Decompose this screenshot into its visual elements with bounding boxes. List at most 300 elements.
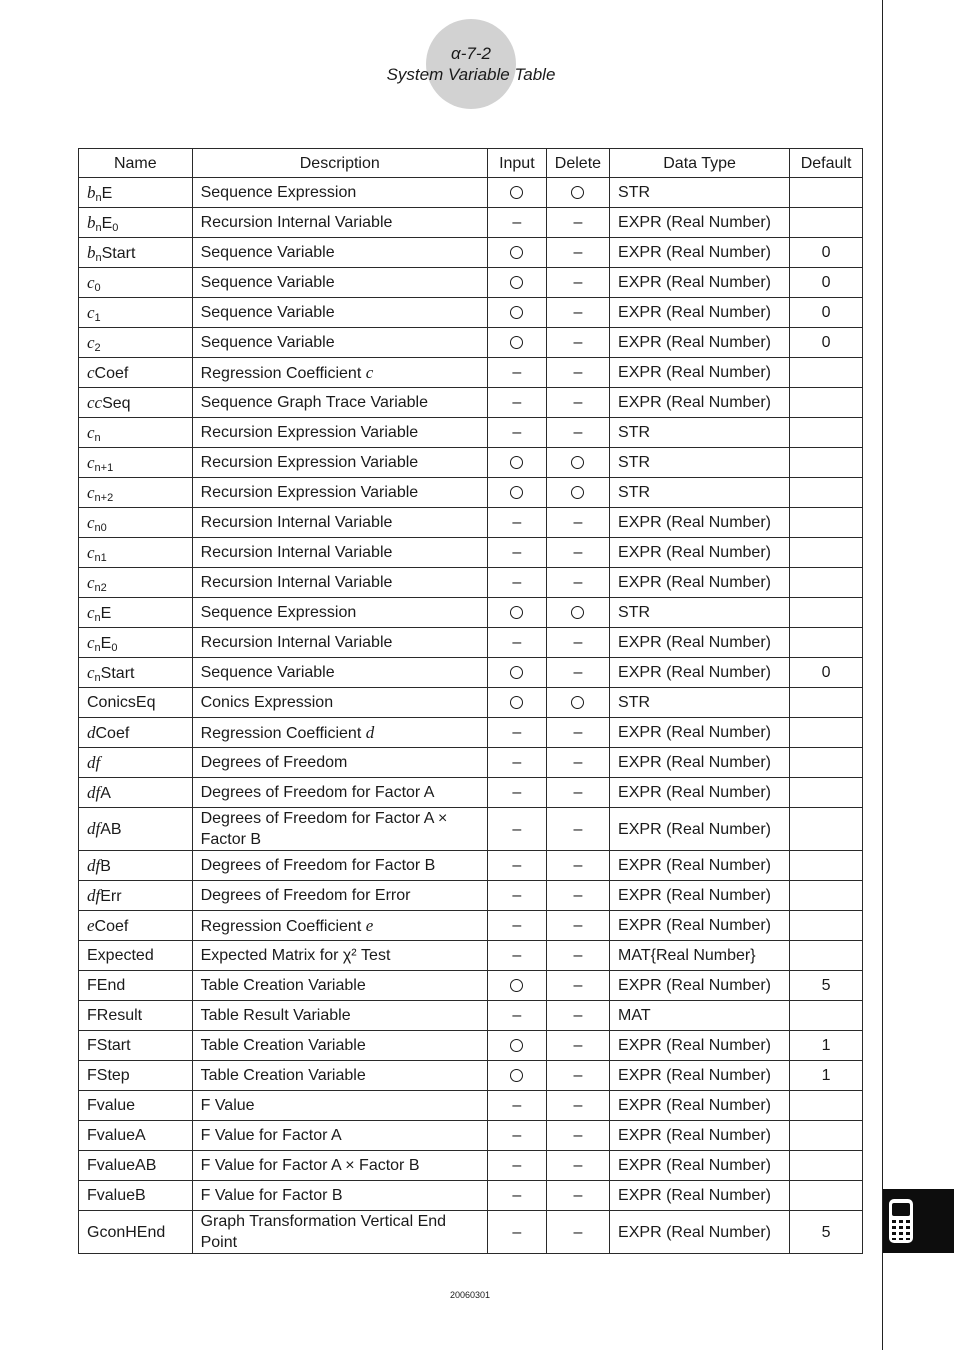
data-type-cell bbox=[610, 971, 790, 1001]
variable-name-cell bbox=[79, 508, 193, 538]
dash-mark: – bbox=[573, 1097, 583, 1114]
input-cell bbox=[487, 1151, 546, 1181]
variable-name-text: ConicsEq bbox=[87, 694, 156, 711]
delete-cell bbox=[546, 1061, 609, 1091]
chapter-tab[interactable] bbox=[883, 1189, 954, 1253]
dash-mark: – bbox=[512, 917, 522, 934]
table-body bbox=[79, 178, 863, 1254]
input-cell bbox=[487, 448, 546, 478]
circle-mark-icon bbox=[510, 336, 523, 349]
dash-mark: – bbox=[512, 394, 522, 411]
variable-italic-part: df bbox=[87, 819, 101, 838]
data-type-cell bbox=[610, 268, 790, 298]
variable-name-text: Coef bbox=[94, 364, 129, 382]
dash-mark: – bbox=[512, 947, 522, 964]
description-cell bbox=[192, 911, 487, 941]
data-type-text: MAT{Real Number} bbox=[618, 947, 756, 964]
variable-name-cell bbox=[79, 1151, 193, 1181]
description-cell bbox=[192, 718, 487, 748]
variable-name-cell bbox=[79, 808, 193, 851]
variable-name-cell bbox=[79, 418, 193, 448]
circle-mark-icon bbox=[510, 186, 523, 199]
data-type-cell bbox=[610, 298, 790, 328]
variable-subscript: n bbox=[94, 671, 101, 684]
description-text: Recursion Internal Variable bbox=[200, 514, 393, 531]
delete-cell bbox=[546, 688, 609, 718]
description-text: F Value bbox=[200, 1097, 255, 1114]
data-type-cell bbox=[610, 1121, 790, 1151]
dash-mark: – bbox=[512, 1187, 522, 1204]
default-cell bbox=[790, 658, 863, 688]
data-type-text: EXPR (Real Number) bbox=[618, 244, 771, 261]
variable-italic-part: b bbox=[87, 212, 96, 232]
delete-cell bbox=[546, 178, 609, 208]
data-type-text: EXPR (Real Number) bbox=[618, 1127, 771, 1144]
input-cell bbox=[487, 598, 546, 628]
description-text: Expected Matrix for χ² Test bbox=[200, 947, 391, 964]
description-text: Sequence Variable bbox=[200, 334, 335, 351]
dash-mark: – bbox=[573, 394, 583, 411]
table-row bbox=[79, 941, 863, 971]
data-type-cell bbox=[610, 178, 790, 208]
variable-name-cell bbox=[79, 208, 193, 238]
page-title: System Variable Table bbox=[386, 65, 556, 84]
variable-name-cell bbox=[79, 1211, 193, 1254]
input-cell bbox=[487, 881, 546, 911]
default-cell bbox=[790, 208, 863, 238]
data-type-cell bbox=[610, 881, 790, 911]
table-row bbox=[79, 388, 863, 418]
variable-name-text: FvalueB bbox=[87, 1187, 146, 1204]
description-cell bbox=[192, 298, 487, 328]
dash-mark: – bbox=[573, 364, 583, 381]
data-type-cell bbox=[610, 1151, 790, 1181]
dash-mark: – bbox=[573, 947, 583, 964]
circle-mark-icon bbox=[510, 306, 523, 319]
footer-code: 20060301 bbox=[449, 1290, 491, 1300]
description-text: Sequence Variable bbox=[200, 304, 335, 321]
input-cell bbox=[487, 748, 546, 778]
delete-cell bbox=[546, 268, 609, 298]
description-cell bbox=[192, 178, 487, 208]
variable-name-text: AB bbox=[100, 821, 122, 838]
default-cell bbox=[790, 388, 863, 418]
default-cell bbox=[790, 298, 863, 328]
dash-mark: – bbox=[512, 754, 522, 771]
description-text: Degrees of Freedom for Factor A bbox=[200, 784, 435, 801]
delete-cell bbox=[546, 941, 609, 971]
table-header-row bbox=[79, 149, 863, 178]
dash-mark: – bbox=[573, 274, 583, 291]
dash-mark: – bbox=[512, 1223, 522, 1241]
default-cell bbox=[790, 568, 863, 598]
description-cell bbox=[192, 971, 487, 1001]
variable-name-text: Coef bbox=[94, 917, 129, 935]
data-type-text: EXPR (Real Number) bbox=[618, 917, 771, 934]
description-cell bbox=[192, 1001, 487, 1031]
default-value: 1 bbox=[821, 1037, 831, 1054]
variable-italic-part: c bbox=[87, 422, 95, 442]
dash-mark: – bbox=[573, 754, 583, 771]
description-cell bbox=[192, 658, 487, 688]
table-row bbox=[79, 418, 863, 448]
description-text: Sequence Graph Trace Variable bbox=[200, 394, 428, 411]
description-text: Sequence Variable bbox=[200, 664, 335, 681]
delete-cell bbox=[546, 748, 609, 778]
default-cell bbox=[790, 448, 863, 478]
description-cell bbox=[192, 1151, 487, 1181]
default-cell bbox=[790, 1091, 863, 1121]
variable-subscript: n0 bbox=[94, 521, 107, 534]
variable-name-cell bbox=[79, 538, 193, 568]
variable-italic-part: c bbox=[87, 272, 95, 292]
table-row bbox=[79, 298, 863, 328]
description-text: Table Creation Variable bbox=[200, 1067, 366, 1084]
input-cell bbox=[487, 808, 546, 851]
variable-name-cell bbox=[79, 358, 193, 388]
variable-name-text: FStart bbox=[87, 1037, 131, 1054]
input-cell bbox=[487, 1211, 546, 1254]
variable-name-text: FResult bbox=[87, 1007, 143, 1024]
dash-mark: – bbox=[573, 334, 583, 351]
dash-mark: – bbox=[573, 1157, 583, 1174]
default-cell bbox=[790, 851, 863, 881]
dash-mark: – bbox=[573, 887, 583, 904]
data-type-text: EXPR (Real Number) bbox=[618, 514, 771, 531]
description-cell bbox=[192, 1031, 487, 1061]
input-cell bbox=[487, 538, 546, 568]
table-row bbox=[79, 1091, 863, 1121]
table-row bbox=[79, 778, 863, 808]
description-text: Recursion Expression Variable bbox=[200, 454, 419, 471]
table-row bbox=[79, 448, 863, 478]
table-row bbox=[79, 688, 863, 718]
variable-name-text: A bbox=[100, 784, 111, 802]
input-cell bbox=[487, 418, 546, 448]
dash-mark: – bbox=[573, 514, 583, 531]
dash-mark: – bbox=[573, 1037, 583, 1054]
default-cell bbox=[790, 328, 863, 358]
table-row bbox=[79, 238, 863, 268]
delete-cell bbox=[546, 658, 609, 688]
description-text: Recursion Expression Variable bbox=[200, 424, 419, 441]
variable-name-cell bbox=[79, 268, 193, 298]
description-cell bbox=[192, 418, 487, 448]
delete-cell bbox=[546, 538, 609, 568]
column-header-delete: Delete bbox=[546, 149, 609, 178]
default-cell bbox=[790, 778, 863, 808]
data-type-cell bbox=[610, 688, 790, 718]
dash-mark: – bbox=[573, 664, 583, 681]
data-type-cell bbox=[610, 328, 790, 358]
dash-mark: – bbox=[512, 424, 522, 441]
variable-name-text: Expected bbox=[87, 947, 154, 964]
data-type-text: EXPR (Real Number) bbox=[618, 1223, 771, 1241]
circle-mark-icon bbox=[510, 1069, 523, 1082]
variable-name-cell bbox=[79, 971, 193, 1001]
data-type-cell bbox=[610, 1061, 790, 1091]
input-cell bbox=[487, 778, 546, 808]
delete-cell bbox=[546, 1031, 609, 1061]
default-cell bbox=[790, 358, 863, 388]
variable-subscript: n+1 bbox=[94, 461, 114, 474]
table-row bbox=[79, 328, 863, 358]
description-cell bbox=[192, 808, 487, 851]
delete-cell bbox=[546, 911, 609, 941]
description-text: Degrees of Freedom for Factor A × Factor B bbox=[200, 810, 448, 848]
default-value: 0 bbox=[821, 334, 831, 351]
data-type-text: EXPR (Real Number) bbox=[618, 574, 771, 591]
dash-mark: – bbox=[573, 977, 583, 994]
table-row bbox=[79, 358, 863, 388]
table-row bbox=[79, 748, 863, 778]
description-text: Table Result Variable bbox=[200, 1007, 351, 1024]
variable-name-cell bbox=[79, 628, 193, 658]
description-text: Regression Coefficient bbox=[200, 917, 362, 935]
variable-name-cell bbox=[79, 598, 193, 628]
variable-name-text: E bbox=[100, 604, 112, 622]
variable-name-cell bbox=[79, 1001, 193, 1031]
variable-name-cell bbox=[79, 448, 193, 478]
variable-name-cell bbox=[79, 748, 193, 778]
default-cell bbox=[790, 178, 863, 208]
margin-rule bbox=[882, 0, 883, 1350]
dash-mark: – bbox=[512, 1157, 522, 1174]
table-row bbox=[79, 178, 863, 208]
variable-name-cell bbox=[79, 718, 193, 748]
page-number: α-7-2 bbox=[451, 44, 491, 63]
variable-name-cell bbox=[79, 298, 193, 328]
table-row bbox=[79, 1181, 863, 1211]
default-cell bbox=[790, 1151, 863, 1181]
input-cell bbox=[487, 328, 546, 358]
data-type-text: EXPR (Real Number) bbox=[618, 214, 771, 231]
description-text: F Value for Factor A bbox=[200, 1127, 342, 1144]
delete-cell bbox=[546, 1121, 609, 1151]
data-type-text: EXPR (Real Number) bbox=[618, 724, 771, 741]
description-text: Recursion Expression Variable bbox=[200, 484, 419, 501]
delete-cell bbox=[546, 568, 609, 598]
variable-name-cell bbox=[79, 778, 193, 808]
data-type-cell bbox=[610, 568, 790, 598]
variable-name-cell bbox=[79, 851, 193, 881]
variable-italic-part: c bbox=[87, 662, 95, 682]
dash-mark: – bbox=[512, 887, 522, 904]
description-text: Sequence Expression bbox=[200, 604, 357, 621]
table-row bbox=[79, 1121, 863, 1151]
variable-name-cell bbox=[79, 911, 193, 941]
data-type-text: STR bbox=[618, 454, 651, 471]
variable-name-text: FvalueA bbox=[87, 1127, 146, 1144]
table-row bbox=[79, 568, 863, 598]
default-cell bbox=[790, 688, 863, 718]
dash-mark: – bbox=[512, 1007, 522, 1024]
table-row bbox=[79, 628, 863, 658]
calculator-icon bbox=[887, 1197, 915, 1245]
dash-mark: – bbox=[573, 820, 583, 838]
circle-mark-icon bbox=[510, 696, 523, 709]
variable-subscript: 0 bbox=[94, 281, 101, 294]
description-cell bbox=[192, 538, 487, 568]
variable-italic-part: d bbox=[87, 722, 96, 742]
description-cell bbox=[192, 688, 487, 718]
variable-italic-part: e bbox=[87, 915, 95, 935]
description-cell bbox=[192, 628, 487, 658]
description-text: F Value for Factor A × Factor B bbox=[200, 1157, 420, 1174]
dash-mark: – bbox=[573, 724, 583, 741]
description-text: Degrees of Freedom for Factor B bbox=[200, 857, 436, 874]
data-type-text: EXPR (Real Number) bbox=[618, 887, 771, 904]
default-cell bbox=[790, 881, 863, 911]
variable-subscript: n bbox=[94, 431, 101, 444]
description-text: Sequence Variable bbox=[200, 244, 335, 261]
data-type-cell bbox=[610, 598, 790, 628]
default-cell bbox=[790, 808, 863, 851]
input-cell bbox=[487, 208, 546, 238]
variable-subscript: n bbox=[94, 641, 101, 654]
input-cell bbox=[487, 268, 546, 298]
delete-cell bbox=[546, 238, 609, 268]
variable-name-cell bbox=[79, 388, 193, 418]
data-type-text: EXPR (Real Number) bbox=[618, 664, 771, 681]
delete-cell bbox=[546, 388, 609, 418]
variable-name-text: GconHEnd bbox=[87, 1223, 166, 1241]
description-text: Conics Expression bbox=[200, 694, 334, 711]
variable-italic-part: c bbox=[87, 332, 95, 352]
variable-italic-part: c bbox=[87, 452, 95, 472]
delete-cell bbox=[546, 1151, 609, 1181]
data-type-cell bbox=[610, 718, 790, 748]
delete-cell bbox=[546, 478, 609, 508]
variable-subscript: n bbox=[95, 221, 102, 234]
variable-italic-part: df bbox=[87, 782, 101, 802]
description-text: Sequence Expression bbox=[200, 184, 357, 201]
data-type-cell bbox=[610, 418, 790, 448]
description-cell bbox=[192, 238, 487, 268]
table-row bbox=[79, 718, 863, 748]
data-type-text: EXPR (Real Number) bbox=[618, 394, 771, 411]
input-cell bbox=[487, 508, 546, 538]
column-header-default: Default bbox=[790, 149, 863, 178]
variable-name-cell bbox=[79, 238, 193, 268]
description-cell bbox=[192, 1211, 487, 1254]
delete-cell bbox=[546, 598, 609, 628]
delete-cell bbox=[546, 851, 609, 881]
table-row bbox=[79, 1031, 863, 1061]
description-cell bbox=[192, 778, 487, 808]
description-cell bbox=[192, 448, 487, 478]
data-type-text: STR bbox=[618, 694, 651, 711]
description-text: F Value for Factor B bbox=[200, 1187, 343, 1204]
variable-subscript: 0 bbox=[111, 641, 118, 654]
variable-italic-part: c bbox=[87, 512, 95, 532]
input-cell bbox=[487, 238, 546, 268]
input-cell bbox=[487, 628, 546, 658]
variable-name-cell bbox=[79, 881, 193, 911]
delete-cell bbox=[546, 718, 609, 748]
variable-name-cell bbox=[79, 1091, 193, 1121]
data-type-cell bbox=[610, 1211, 790, 1254]
delete-cell bbox=[546, 1181, 609, 1211]
default-value: 0 bbox=[821, 274, 831, 291]
data-type-cell bbox=[610, 748, 790, 778]
data-type-text: EXPR (Real Number) bbox=[618, 1187, 771, 1204]
input-cell bbox=[487, 568, 546, 598]
description-text: Degrees of Freedom for Error bbox=[200, 887, 411, 904]
variable-name-text: E bbox=[101, 184, 113, 202]
description-cell bbox=[192, 268, 487, 298]
data-type-text: EXPR (Real Number) bbox=[618, 1097, 771, 1114]
description-text: Recursion Internal Variable bbox=[200, 574, 393, 591]
input-cell bbox=[487, 1181, 546, 1211]
table-row bbox=[79, 208, 863, 238]
dash-mark: – bbox=[512, 1097, 522, 1114]
circle-mark-icon bbox=[571, 486, 584, 499]
default-cell bbox=[790, 1031, 863, 1061]
delete-cell bbox=[546, 418, 609, 448]
description-cell bbox=[192, 1091, 487, 1121]
description-text: Degrees of Freedom bbox=[200, 754, 348, 771]
data-type-cell bbox=[610, 358, 790, 388]
variable-italic-part: b bbox=[87, 182, 96, 202]
description-cell bbox=[192, 208, 487, 238]
input-cell bbox=[487, 971, 546, 1001]
variable-name-cell bbox=[79, 478, 193, 508]
data-type-cell bbox=[610, 911, 790, 941]
variable-subscript: n2 bbox=[94, 581, 107, 594]
table-row bbox=[79, 598, 863, 628]
default-cell bbox=[790, 598, 863, 628]
description-text: Recursion Internal Variable bbox=[200, 544, 393, 561]
data-type-text: EXPR (Real Number) bbox=[618, 334, 771, 351]
dash-mark: – bbox=[573, 1067, 583, 1084]
circle-mark-icon bbox=[510, 979, 523, 992]
delete-cell bbox=[546, 508, 609, 538]
data-type-text: EXPR (Real Number) bbox=[618, 857, 771, 874]
coefficient-symbol: e bbox=[365, 915, 374, 935]
data-type-text: EXPR (Real Number) bbox=[618, 304, 771, 321]
variable-subscript: 2 bbox=[94, 341, 101, 354]
data-type-text: EXPR (Real Number) bbox=[618, 1157, 771, 1174]
variable-name-cell bbox=[79, 941, 193, 971]
data-type-cell bbox=[610, 208, 790, 238]
delete-cell bbox=[546, 971, 609, 1001]
data-type-text: EXPR (Real Number) bbox=[618, 820, 771, 838]
default-cell bbox=[790, 628, 863, 658]
variable-name-cell bbox=[79, 688, 193, 718]
input-cell bbox=[487, 298, 546, 328]
data-type-text: EXPR (Real Number) bbox=[618, 977, 771, 994]
description-cell bbox=[192, 478, 487, 508]
dash-mark: – bbox=[512, 820, 522, 838]
table-row bbox=[79, 881, 863, 911]
column-header-input: Input bbox=[487, 149, 546, 178]
description-cell bbox=[192, 358, 487, 388]
data-type-text: EXPR (Real Number) bbox=[618, 784, 771, 801]
default-cell bbox=[790, 911, 863, 941]
data-type-text: EXPR (Real Number) bbox=[618, 754, 771, 771]
data-type-text: EXPR (Real Number) bbox=[618, 544, 771, 561]
circle-mark-icon bbox=[571, 606, 584, 619]
default-cell bbox=[790, 718, 863, 748]
delete-cell bbox=[546, 448, 609, 478]
default-value: 1 bbox=[821, 1067, 831, 1084]
variable-name-text: Seq bbox=[102, 394, 131, 412]
input-cell bbox=[487, 178, 546, 208]
variable-italic-part: c bbox=[87, 572, 95, 592]
default-cell bbox=[790, 508, 863, 538]
data-type-cell bbox=[610, 1001, 790, 1031]
